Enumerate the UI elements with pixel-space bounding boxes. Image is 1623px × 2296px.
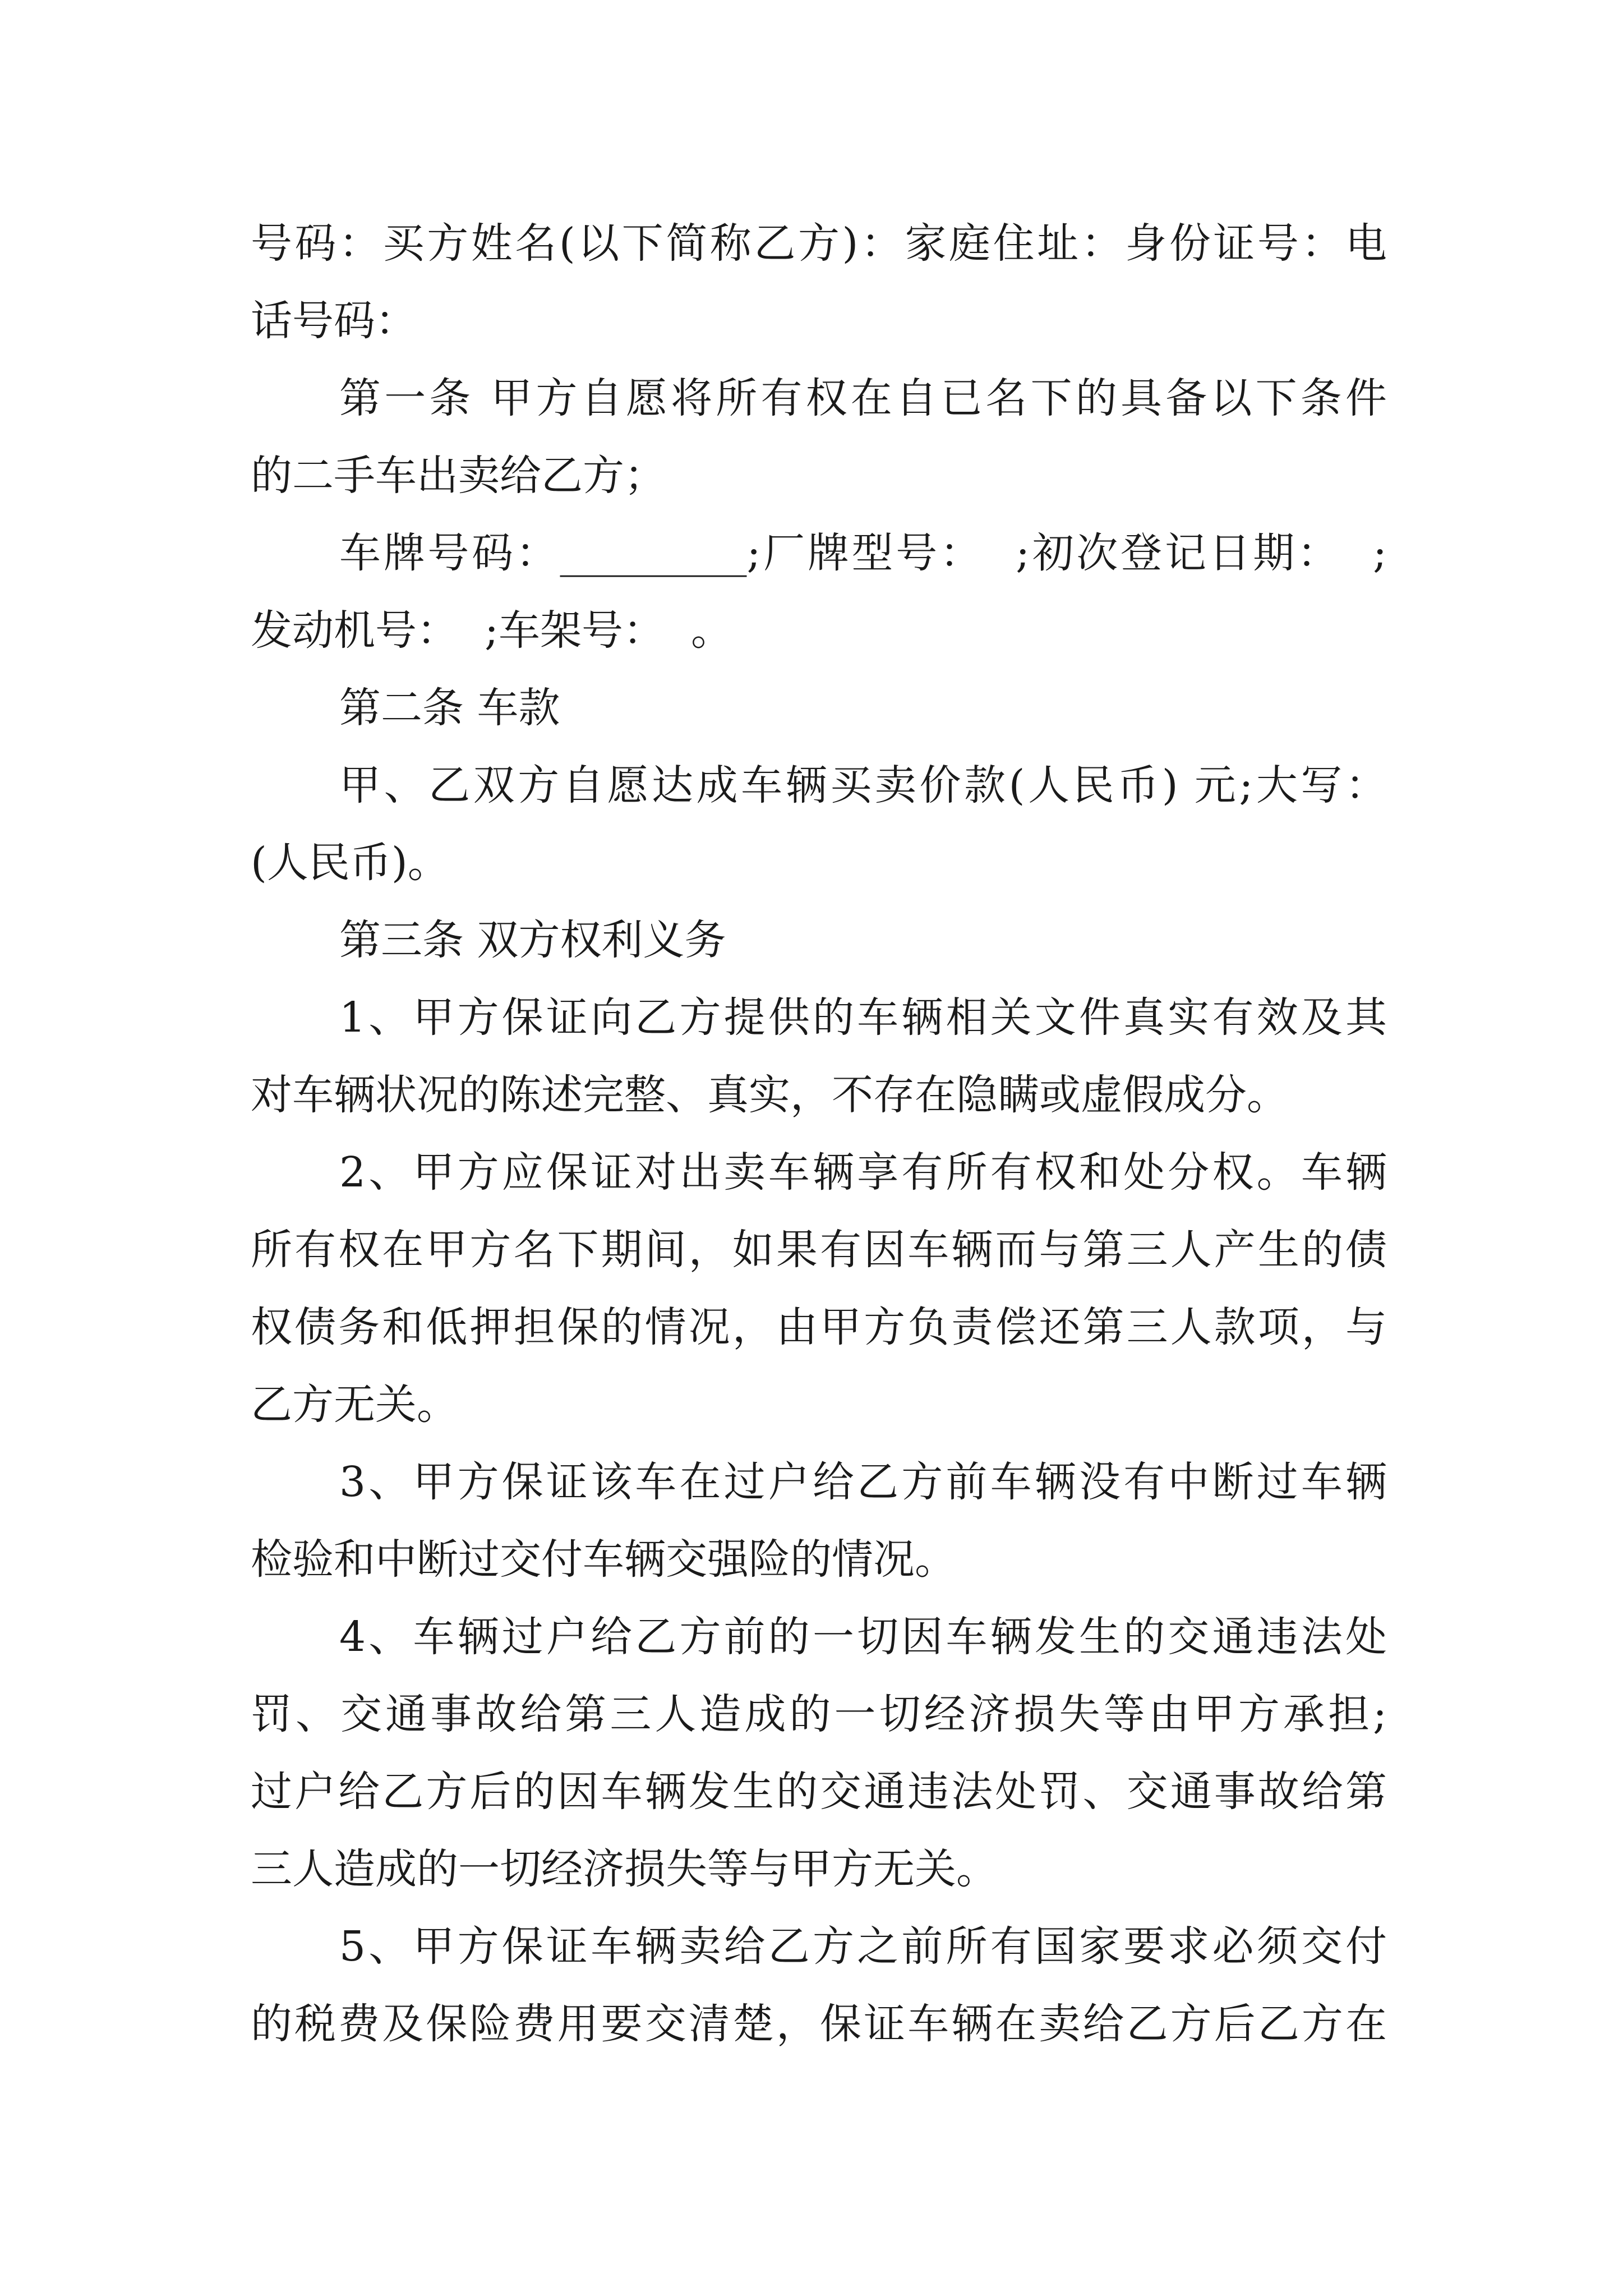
text-line: 第一条 甲方自愿将所有权在自已名下的具备以下条件 [339,374,1387,422]
text-line: 的二手车出卖给乙方； [251,452,666,500]
text-line: 乙方无关。 [251,1381,458,1429]
text-line: 5、甲方保证车辆卖给乙方之前所有国家要求必须交付 [339,1922,1387,1971]
text-line: 第二条 车款 [339,684,560,732]
paragraph-party-info [251,205,1387,360]
text-line: 话号码： [251,297,417,345]
text-line: 号码：买方姓名(以下简称乙方)：家庭住址：身份证号：电 [251,219,1387,268]
paragraph-article-3-heading [251,901,1387,979]
paragraph-clause-3 [251,1443,1387,1598]
text-line: 三人造成的一切经济损失等与甲方无关。 [251,1845,998,1893]
text-line: 的税费及保险费用要交清楚，保证车辆在卖给乙方后乙方在 [251,2000,1387,2048]
text-line: 检验和中断过交付车辆交强险的情况。 [251,1535,956,1584]
text-line: 所有权在甲方名下期间，如果有因车辆而与第三人产生的债 [251,1226,1387,1274]
paragraph-clause-2 [251,1134,1387,1443]
text-line: 2、甲方应保证对出卖车辆享有所有权和处分权。车辆 [339,1148,1387,1197]
text-line: 发动机号： ;车架号： 。 [251,606,733,655]
text-line: 罚、交通事故给第三人造成的一切经济损失等由甲方承担; [251,1690,1387,1738]
text-line: 对车辆状况的陈述完整、真实，不存在隐瞒或虚假成分。 [251,1071,1288,1119]
text-line: 1、甲方保证向乙方提供的车辆相关文件真实有效及其 [339,993,1387,1042]
text-line: 甲、乙双方自愿达成车辆买卖价款(人民币) 元;大写： [339,761,1387,809]
paragraph-price [251,747,1387,901]
text-line: 4、车辆过户给乙方前的一切因车辆发生的交通违法处 [339,1613,1387,1661]
text-line: 第三条 双方权利义务 [339,916,726,964]
paragraph-article-2-heading [251,669,1387,747]
text-line: 过户给乙方后的因车辆发生的交通违法处罚、交通事故给第 [251,1768,1387,1816]
paragraph-clause-1 [251,979,1387,1134]
paragraph-clause-5 [251,1908,1387,2063]
paragraph-clause-4 [251,1598,1387,1908]
text-line: (人民币)。 [251,839,449,887]
text-line: 3、甲方保证该车在过户给乙方前车辆没有中断过车辆 [339,1458,1387,1506]
paragraph-vehicle-info [251,514,1387,669]
text-line: 权债务和低押担保的情况，由甲方负责偿还第三人款项，与 [251,1303,1387,1351]
document-body [251,205,1387,2063]
text-line: 车牌号码：_________;厂牌型号： ;初次登记日期： ; [339,529,1387,577]
paragraph-article-1 [251,360,1387,514]
